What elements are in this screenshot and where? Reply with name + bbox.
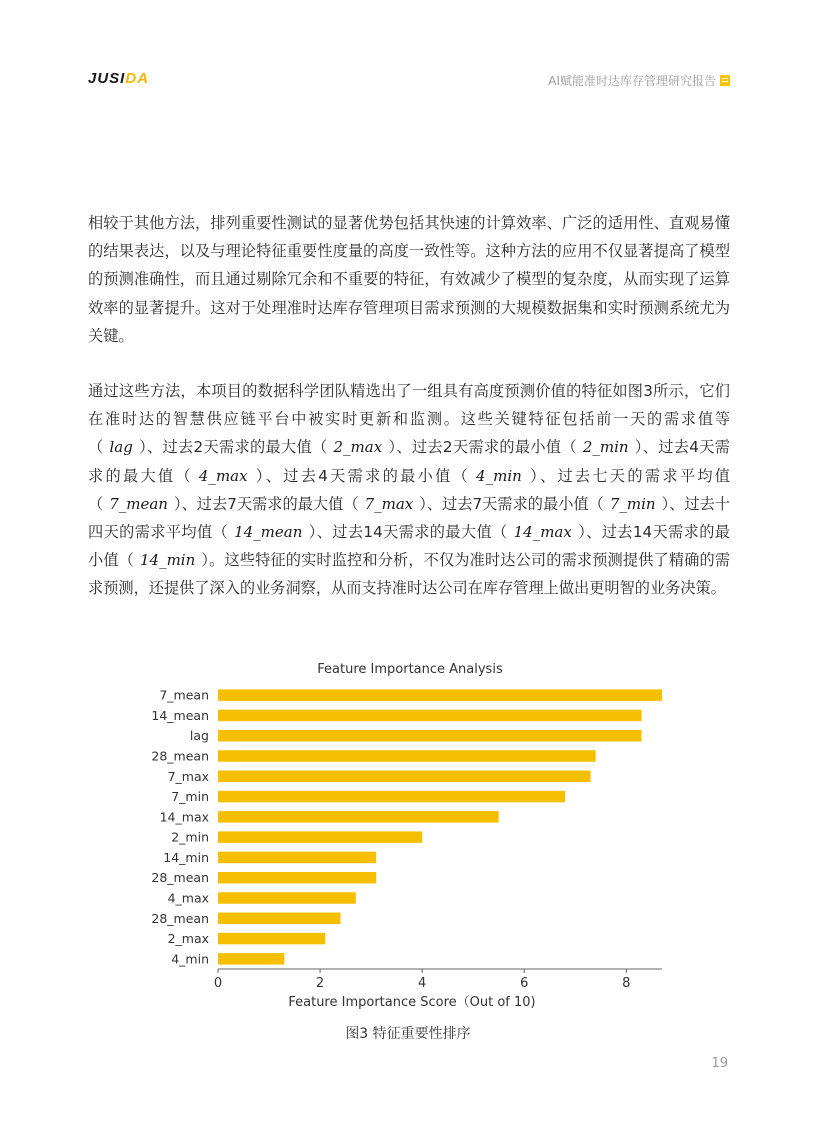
x-tick-label: 2 [315,976,325,991]
x-tick-label: 0 [213,976,223,991]
x-tick-label: 4 [417,976,427,991]
bar-28_mean [218,913,340,925]
paragraph-1: 相较于其他方法，排列重要性测试的显著优势包括其快速的计算效率、广泛的适用性、直观易懂的结果表达，以及与理论特征重要性度量的高度一致性等。这种方法的应用不仅显著提高了模型的预测准确性，而且通过剔除冗余和不重要的特征，有效减少了模型的复杂度，从而实现了运算效率的显著提升。这对于处理准时达库存管理项目需求预测的大规模数据集和实时预测系统尤为关键。 [88,214,730,345]
x-tick-label: 6 [520,976,529,991]
category-label: 28_mean [151,910,209,926]
feature-variable: 2_min [582,438,629,457]
bar-28_mean [218,750,596,762]
category-label: 14_min [163,849,209,865]
paragraph-text: ）、过去14天需求的最小值（ [88,523,730,570]
category-label: 7_max [167,768,209,784]
bar-7_mean [218,689,662,701]
paragraph-text: ）、过去4天需求的最大值（ [88,438,730,485]
paragraph-text: ）、过去14天需求的最大值（ [308,523,508,542]
bar-2_min [218,831,422,843]
chart-svg [140,655,700,1015]
category-label: 14_mean [151,707,209,723]
feature-variable: 4_max [198,466,248,485]
paragraph-text: ）、过去7天需求的最大值（ [173,494,359,513]
bar-14_max [218,811,499,823]
category-label: 4_max [167,890,209,906]
category-label: lag [189,728,209,744]
feature-variable: 14_min [139,551,196,570]
category-label: 14_max [159,809,209,825]
x-axis-label: Feature Importance Score（Out of 10) [288,995,536,1010]
bar-4_max [218,892,356,904]
chart-title: Feature Importance Analysis [317,662,503,677]
company-logo: JUSIDA [88,70,150,87]
bar-14_mean [218,710,642,722]
category-label: 2_min [171,829,209,845]
bar-2_max [218,933,325,945]
paragraph-text: ）、过去2天需求的最小值（ [388,438,577,457]
bar-28_mean [218,872,376,884]
paragraph-text: 通过这些方法，本项目的数据科学团队精选出了一组具有高度预测价值的特征如图3所示，它们在准时达的智慧供应链平台中被实时更新和监测。这些关键特征包括前一天的需求值等（ [88,382,730,457]
feature-variable: 14_mean [234,523,303,542]
book-icon [720,75,730,86]
paragraph-2 [88,377,730,603]
category-label: 7_mean [159,687,209,703]
paragraph-text: ）。这些特征的实时监控和分析，不仅为准时达公司的需求预测提供了精确的需求预测，还提供了深入的业务洞察，从而支持准时达公司在库存管理上做出更明智的业务决策。 [88,551,731,598]
report-title-text: AI赋能准时达库存管理研究报告 [548,74,716,88]
feature-variable: 4_min [476,466,522,485]
feature-variable: 2_max [333,438,383,457]
report-title [548,72,730,89]
category-label: 4_min [171,951,209,967]
paragraph-text: ）、过去十四天的需求平均值（ [88,494,730,542]
bar-14_min [218,852,376,864]
bar-lag [218,730,642,742]
feature-variable: 7_max [364,494,414,513]
paragraph-text: ）、过去4天需求的最小值（ [253,466,471,485]
paragraph-text: ）、过去七天的需求平均值（ [88,466,730,513]
feature-importance-chart [140,655,700,1015]
paragraph-text: ）、过去7天需求的最小值（ [419,494,604,513]
feature-variable: 7_min [609,494,656,513]
page-number: 19 [711,1056,728,1071]
x-tick-label: 8 [622,976,631,991]
category-label: 2_max [167,931,209,947]
category-label: 28_mean [151,748,209,764]
bar-7_max [218,771,591,783]
bar-4_min [218,953,284,965]
feature-variable: 14_max [513,523,572,542]
paragraph-text: ）、过去2天需求的最大值（ [138,438,328,457]
bar-7_min [218,791,565,803]
figure-caption: 图3 特征重要性排序 [345,1026,471,1042]
category-label: 7_min [171,789,209,805]
feature-variable: lag [109,438,133,457]
category-label: 28_mean [151,870,209,886]
feature-variable: 7_mean [109,494,168,513]
